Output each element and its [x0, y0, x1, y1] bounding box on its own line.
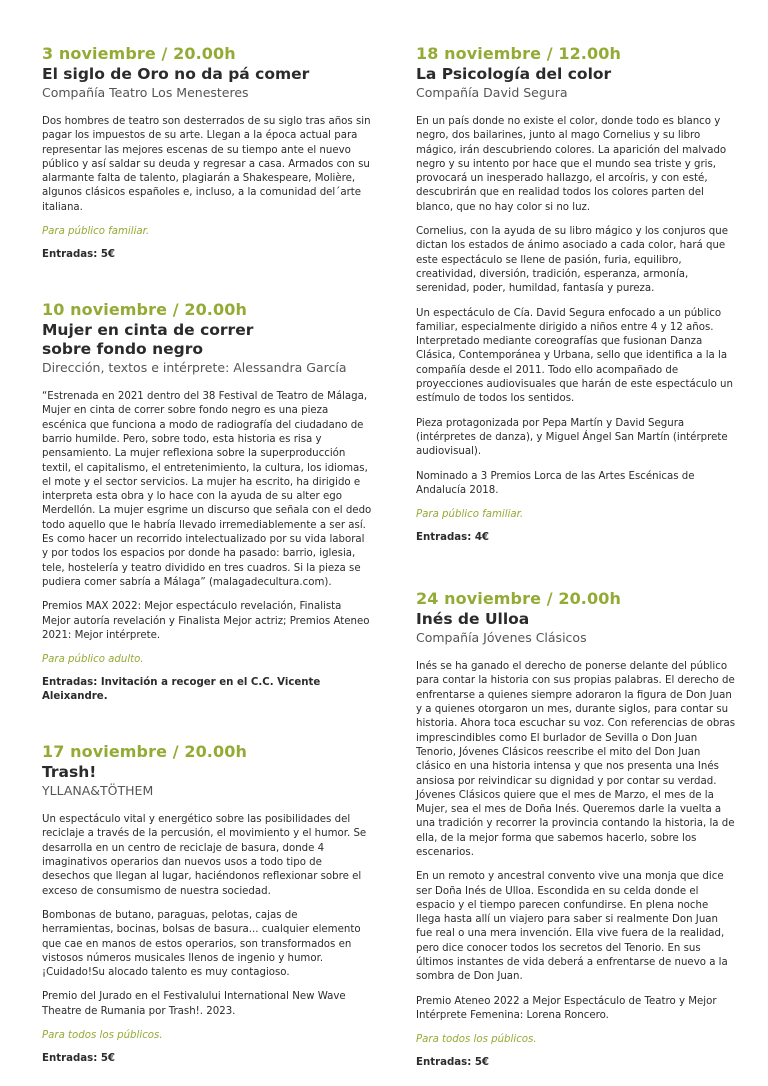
event-audience: Para público familiar.: [42, 226, 150, 238]
event-company: Compañía Jóvenes Clásicos: [416, 630, 587, 646]
event-description: Bombonas de butano, paraguas, pelotas, cajas de herramientas, bocinas, bolsas de basura... cualquier elemento que cae en manos de estos operarios, son transformados en vistosos números musicales llenos de ingenio y humor. ¡Cuidado!Su alocado talento es muy contagioso.: [42, 909, 361, 979]
event-awards: Premio del Jurado en el Festivalului International New Wave Theatre de Rumania por Trash!. 2023.: [42, 991, 346, 1017]
event-tickets: Entradas: 5€: [416, 1057, 490, 1069]
event-card: [416, 44, 736, 545]
event-title: Inés de Ulloa: [416, 610, 530, 629]
event-card: [42, 742, 372, 1066]
event-tickets: Entradas: 4€: [416, 532, 490, 544]
event-date: 3 noviembre / 20.00h: [42, 44, 236, 63]
event-audience: Para público familiar.: [416, 509, 524, 521]
event-description: Dos hombres de teatro son desterrados de su siglo tras años sin pagar los impuestos de su arte. Llegan a la época actual para representar las mejores escenas de su tiempo ante el nuevo público y así saldar su deuda y regresar a casa. Armados con su alarmante falta de talento, plagiarán a Shakespeare, Molière, algunos clásicos españoles e, incluso, a la comunidad del´arte italiana.: [42, 116, 371, 213]
event-tickets: Entradas: 5€: [42, 1052, 116, 1064]
event-company: YLLANA&TÖTHEM: [42, 783, 154, 799]
event-date: 18 noviembre / 12.00h: [416, 44, 621, 63]
event-card: [42, 44, 372, 262]
event-audience: Para todos los públicos.: [42, 1029, 163, 1041]
event-company: Dirección, textos e intérprete: Alessandra García: [42, 360, 347, 376]
event-title: Mujer en cinta de correr sobre fondo negro: [42, 321, 254, 359]
event-description: En un país donde no existe el color, donde todo es blanco y negro, dos bailarines, junto al mago Cornelius y su libro mágico, irán descubriendo colores. La aparición del malvado negro y su intento por hace que el mundo sea triste y gris, provocará un inesperado hallazgo, el arcoíris, y con esté, descubrirán que en realidad todos los colores parten del blanco, que no hay color si no luz.: [416, 116, 727, 213]
event-description: Un espectáculo de Cía. David Segura enfocado a un público familiar, especialmente dirigido a niños entre 4 y 12 años. Interpretado mediante coreografías que fusionan Danza Clásica, Contemporánea y Urbana, sello que identifica a la la compañía desde el 2011. Todo ello acompañado de proyecciones audiovisuales que harán de este espectáculo un estímulo de todos los sentidos.: [416, 307, 733, 405]
event-title: El siglo de Oro no da pá comer: [42, 65, 310, 83]
event-description: Inés se ha ganado el derecho de ponerse delante del público para contar la historia con sus propias palabras. El derecho de enfrentarse a quienes siempre adoraron la figura de Don Juan y a quienes otorgaron un mes, durante siglos, para contar su historia. Ahora toca escuchar su voz. Con referencias de obras imprescindibles como El burlador de Sevilla o Don Juan Tenorio, Jóvenes Clásicos reescribe el mito del Don Juan clásico en una historia intensa y que nos presenta una Inés ansiosa por reivindicar su dignidad y por contar su verdad. Jóvenes Clásicos quiere que el mes de Marzo, el mes de la Mujer, sea el mes de Doña Inés. Queremos darle la vuelta a una tradición y recorrer la provincia contando la historia, la de ella, de la mejor forma que sabemos hacerlo, sobre los escenarios.: [416, 661, 736, 858]
event-awards: Premios MAX 2022: Mejor espectáculo revelación, Finalista Mejor autoría revelación y Finalista Mejor actriz; Premios Ateneo 2021: Mejor intérprete.: [42, 601, 370, 641]
event-credits: Pieza protagonizada por Pepa Martín y David Segura (intérpretes de danza), y Miguel Ángel San Martín (intérprete audiovisual).: [416, 417, 728, 458]
event-company: Compañía David Segura: [416, 85, 568, 100]
event-awards: Nominado a 3 Premios Lorca de las Artes Escénicas de Andalucía 2018.: [416, 470, 695, 496]
event-company: Compañía Teatro Los Menesteres: [42, 85, 249, 100]
event-title: La Psicología del color: [416, 65, 612, 83]
event-date: 24 noviembre / 20.00h: [416, 589, 621, 609]
event-awards: Premio Ateneo 2022 a Mejor Espectáculo de Teatro y Mejor Intérprete Femenina: Lorena Roncero.: [416, 995, 717, 1021]
event-tickets: Entradas: 5€: [42, 249, 116, 261]
event-tickets: Entradas: Invitación a recoger en el C.C. Vicente Aleixandre.: [42, 677, 321, 703]
event-description: “Estrenada en 2021 dentro del 38 Festival de Teatro de Málaga, Mujer en cinta de correr sobre fondo negro es una pieza escénica que funciona a modo de radiografía del ciudadano de barrio humilde. Pero, sobre todo, esta historia es risa y pensamiento. La mujer reflexiona sobre la superproducción textil, el capitalismo, el entretenimiento, la cultura, los idiomas, el mote y el sector servicios. La mujer ha escrito, ha dirigido e interpreta esta obra y lo hace con la ayuda de su alter ego Merdellón. La mujer esgrime un discurso que señala con el dedo todo aquello que le habría llevado irremediablemente a ser así. Es como hacer un recorrido intelectualizado por su vida laboral y por todos los espacios por donde ha pasado: barrio, iglesia, tele, hostelería y teatro dividido en tres cuadros. Si la pieza se pudiera comer sabría a Málaga” (malagadecultura.com).: [42, 391, 372, 588]
event-card: [416, 589, 736, 1070]
event-title: Trash!: [42, 763, 97, 782]
right-column: [416, 44, 736, 1070]
left-column: [42, 44, 372, 1066]
event-description: Cornelius, con la ayuda de su libro mágico y los conjuros que dictan los estados de ánimo asociado a cada color, hará que este espectáculo se llene de pasión, furia, equilibro, creatividad, diversión, tradición, esperanza, armonía, serenidad, poder, humildad, fantasía y pureza.: [416, 226, 728, 295]
event-date: 17 noviembre / 20.00h: [42, 742, 247, 762]
event-audience: Para todos los públicos.: [416, 1034, 537, 1046]
event-description: En un remoto y ancestral convento vive una monja que dice ser Doña Inés de Ulloa. Escondida en su celda donde el espacio y el tiempo parecen confundirse. En plena noche llega hasta allí un viajero para saber si realmente Don Juan fue real o una mera invención. Ella vive fuera de la realidad, pero dice conocer todos los secretos del Tenorio. En sus últimos instantes de vida deberá a enfrentarse de nuevo a la sombra de Don Juan.: [416, 871, 728, 983]
event-audience: Para público adulto.: [42, 654, 144, 666]
event-description: Un espectáculo vital y energético sobre las posibilidades del reciclaje a través de la percusión, el movimiento y el humor. Se desarrolla en un centro de reciclaje de basura, donde 4 imaginativos operarios dan nuevos usos a todo tipo de desechos que llegan al lugar, haciéndonos reflexionar sobre el exceso de consumismo de nuestra sociedad.: [42, 814, 367, 897]
event-card: [42, 300, 372, 704]
event-date: 10 noviembre / 20.00h: [42, 300, 247, 320]
